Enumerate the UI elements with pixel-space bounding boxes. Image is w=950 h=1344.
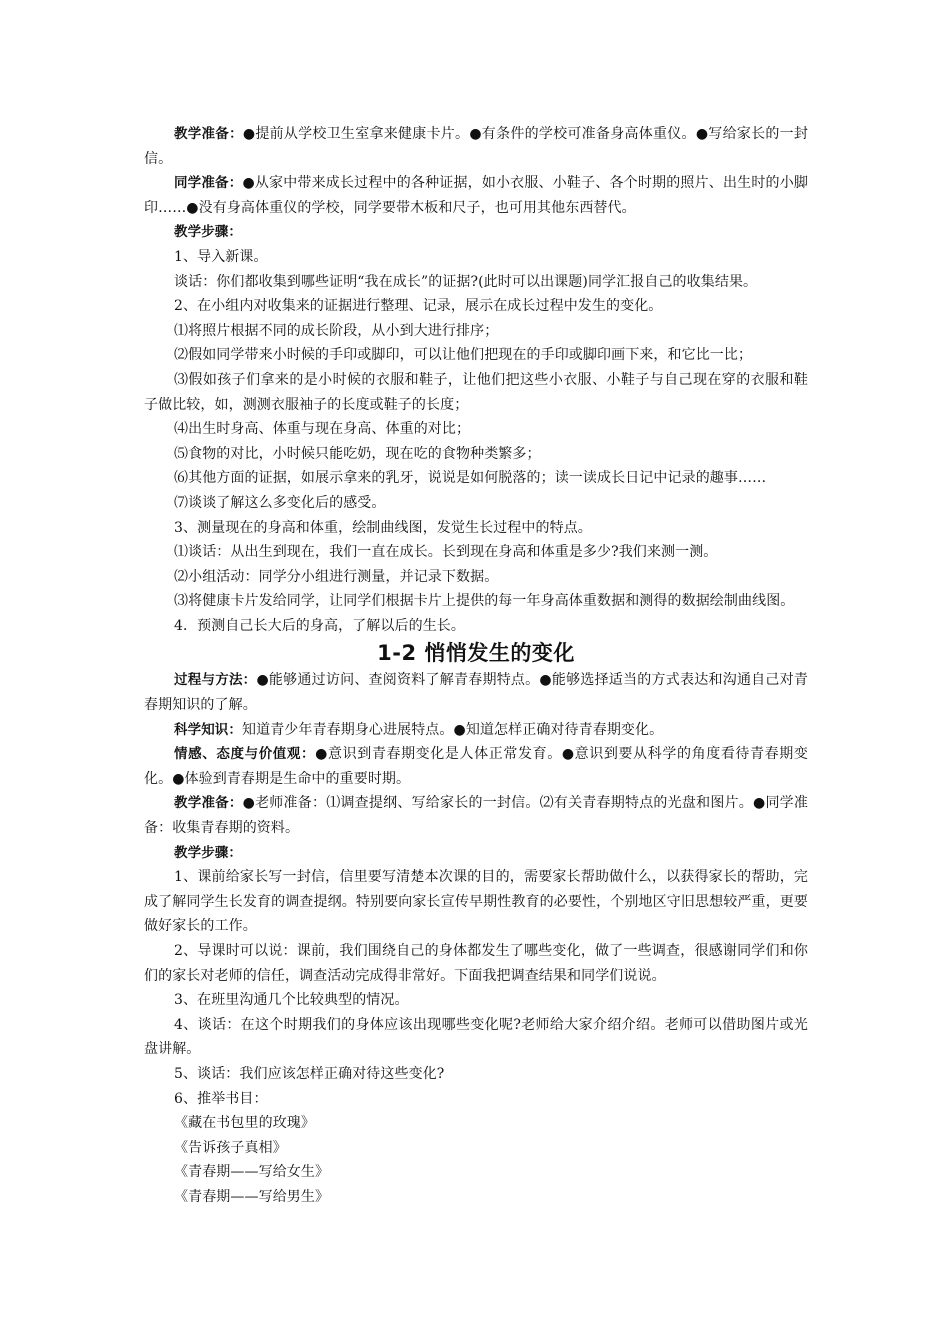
prep-paragraph (144, 791, 808, 840)
paragraph: ⑷出生时身高、体重与现在身高、体重的对比； (174, 421, 471, 438)
paragraph: 1、导入新课。 (174, 248, 268, 265)
book-title: 《青春期——写给女生》 (174, 1164, 330, 1181)
book-title: 《告诉孩子真相》 (174, 1139, 287, 1156)
paragraph: 1、课前给家长写一封信，信里要写清楚本次课的目的，需要家长帮助做什么，以获得家长的帮助，完成了解同学生长发育的调查提纲。特别要向家长宣传早期性教育的必要性，个别地区守旧思想较严重，更要做好家长的工作。 (144, 869, 808, 935)
prep-label: 教学准备： (174, 795, 243, 812)
steps-label-2: 教学步骤： (174, 844, 242, 861)
process-paragraph (144, 668, 808, 717)
teacher-prep-text: ●提前从学校卫生室拿来健康卡片。●有条件的学校可准备身高体重仪。●写给家长的一封信。 (144, 126, 808, 167)
science-paragraph (144, 718, 808, 743)
student-prep-label: 同学准备： (174, 175, 243, 192)
paragraph: 谈话：你们都收集到哪些证明“我在成长”的证据?(此时可以出课题)同学汇报自己的收集结果。 (174, 273, 758, 290)
book-title: 《藏在书包里的玫瑰》 (174, 1115, 315, 1132)
paragraph: 4、谈话：在这个时期我们的身体应该出现哪些变化呢?老师给大家介绍介绍。老师可以借助图片或光盘讲解。 (144, 1016, 808, 1058)
teacher-prep-paragraph (144, 122, 808, 171)
paragraph: 2、在小组内对收集来的证据进行整理、记录，展示在成长过程中发生的变化。 (174, 298, 663, 315)
student-prep-text: ●从家中带来成长过程中的各种证据，如小衣服、小鞋子、各个时期的照片、出生时的小脚印……●没有身高体重仪的学校，同学要带木板和尺子，也可用其他东西替代。 (144, 175, 809, 216)
paragraph: 4．预测自己长大后的身高，了解以后的生长。 (174, 617, 466, 634)
paragraph: 5、谈话：我们应该怎样正确对待这些变化? (174, 1065, 445, 1082)
paragraph: ⑺谈谈了解这么多变化后的感受。 (174, 494, 386, 511)
science-text: 知道青少年青春期身心进展特点。●知道怎样正确对待青春期变化。 (242, 721, 664, 738)
paragraph: 2、导课时可以说：课前，我们围绕自己的身体都发生了哪些变化，做了一些调查，很感谢同学们和你们的家长对老师的信任，调查活动完成得非常好。下面我把调查结果和同学们说说。 (144, 943, 808, 984)
steps-heading (144, 220, 808, 245)
paragraph: ⑴将照片根据不同的成长阶段，从小到大进行排序； (174, 322, 499, 339)
document-body (144, 122, 808, 1210)
paragraph: ⑴谈话：从出生到现在，我们一直在成长。长到现在身高和体重是多少?我们来测一测。 (174, 544, 718, 561)
paragraph: ⑸食物的对比，小时候只能吃奶，现在吃的食物种类繁多； (174, 445, 541, 462)
process-label: 过程与方法： (174, 672, 257, 689)
process-text: ●能够通过访问、查阅资料了解青春期特点。●能够选择适当的方式表达和沟通自己对青春期知识的了解。 (144, 672, 808, 714)
attitude-label: 情感、态度与价值观： (174, 746, 316, 763)
section-title: 1-2 悄悄发生的变化 (377, 641, 575, 666)
attitude-text: ●意识到青春期变化是人体正常发育。●意识到要从科学的角度看待青春期变化。●体验到青春期是生命中的重要时期。 (144, 746, 808, 787)
steps-heading-2 (144, 841, 808, 866)
science-label: 科学知识： (174, 721, 242, 738)
teacher-prep-label: 教学准备： (174, 126, 243, 142)
student-prep-paragraph (144, 171, 808, 220)
paragraph: ⑵假如同学带来小时候的手印或脚印，可以让他们把现在的手印或脚印画下来，和它比一比； (174, 347, 753, 364)
book-title: 《青春期——写给男生》 (174, 1188, 330, 1205)
paragraph: ⑶将健康卡片发给同学，让同学们根据卡片上提供的每一年身高体重数据和测得的数据绘制曲线图。 (174, 593, 795, 610)
paragraph: 3、测量现在的身高和体重，绘制曲线图，发觉生长过程中的特点。 (174, 519, 592, 536)
paragraph: ⑵小组活动：同学分小组进行测量，并记录下数据。 (174, 568, 499, 585)
paragraph: 6、推举书目： (174, 1090, 268, 1107)
paragraph: ⑶假如孩子们拿来的是小时候的衣服和鞋子，让他们把这些小衣服、小鞋子与自己现在穿的衣服和鞋子做比较，如，测测衣服袖子的长度或鞋子的长度； (144, 371, 808, 413)
attitude-paragraph (144, 742, 808, 791)
prep-text: ●老师准备：⑴调查提纲、写给家长的一封信。⑵有关青春期特点的光盘和图片。●同学准备：收集青春期的资料。 (144, 795, 808, 837)
steps-label: 教学步骤： (174, 224, 242, 241)
paragraph: 3、在班里沟通几个比较典型的情况。 (174, 992, 409, 1009)
paragraph: ⑹其他方面的证据，如展示拿来的乳牙，说说是如何脱落的；读一读成长日记中记录的趣事…… (174, 470, 767, 487)
